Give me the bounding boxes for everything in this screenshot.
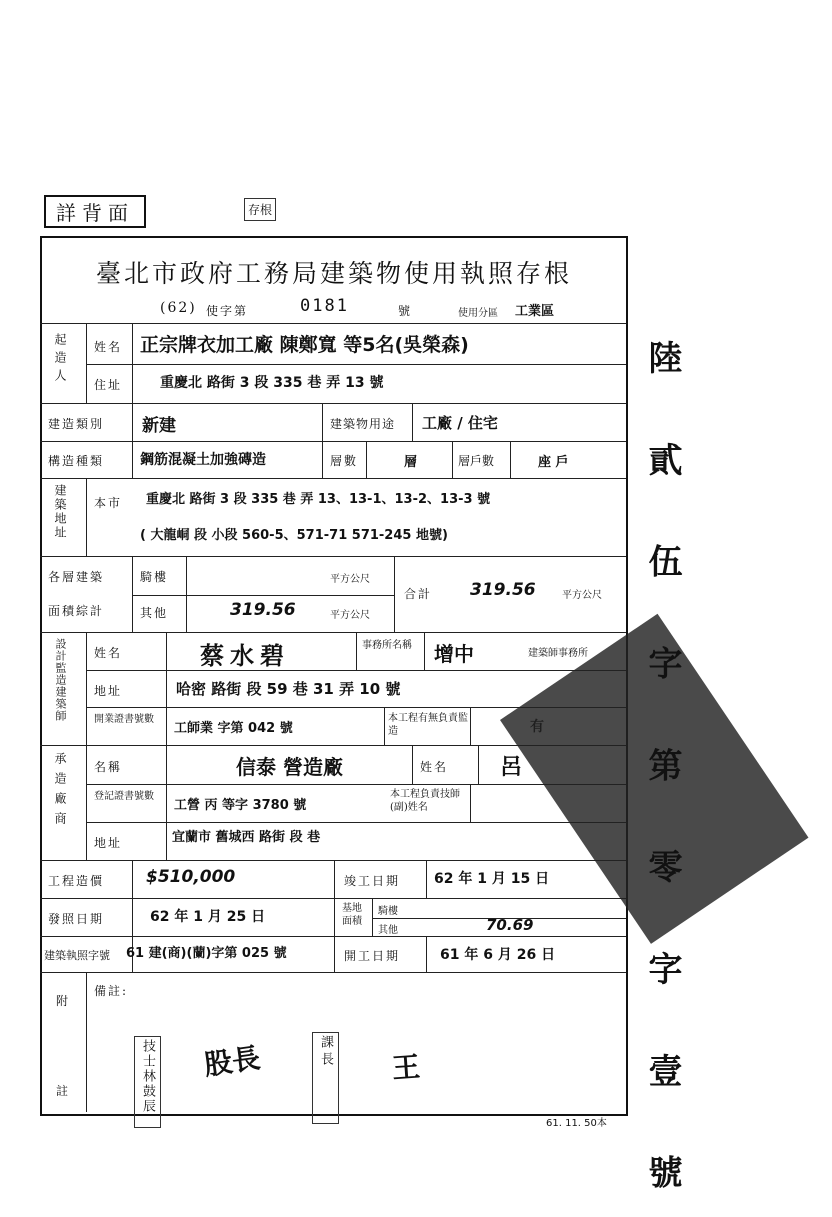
- area-other-value: 319.56: [230, 600, 296, 620]
- area-other-unit: 平方公尺: [330, 610, 370, 621]
- structure-type-label: 構造種類: [48, 454, 105, 468]
- permit-number-label: 建築執照字號: [44, 949, 110, 962]
- contractor-registration-label: 登記證書號數: [94, 791, 154, 802]
- architect-registration-label: 開業證書號數: [94, 714, 154, 725]
- floors-label: 層數: [330, 454, 359, 468]
- license-prefix: 使字第: [206, 304, 249, 318]
- reviewer-stamp: 技士林鼓辰: [134, 1036, 161, 1128]
- zone-value: 工業區: [515, 304, 555, 319]
- applicant-name-value: 正宗牌衣加工廠 陳鄭寬 等5名(吳榮森): [140, 334, 469, 356]
- building-address-group-label: 建築地址: [53, 484, 67, 540]
- building-category-label: 建造類別: [48, 417, 105, 431]
- contractor-person-label: 姓名: [420, 760, 449, 774]
- architect-office-label: 事務所名稱: [362, 640, 412, 651]
- applicant-name-label: 姓名: [94, 340, 123, 354]
- division-chief-stamp: 課長: [312, 1032, 339, 1124]
- contractor-address-label: 地址: [94, 836, 123, 850]
- contractor-registration-value: 工營 丙 等字 3780 號: [174, 798, 307, 813]
- cost-value: $510,000: [146, 867, 236, 887]
- notes-label-top: 附: [56, 994, 71, 1008]
- license-number: 0181: [300, 296, 349, 316]
- architect-office-suffix: 建築師事務所: [528, 648, 588, 659]
- building-use-label: 建築物用途: [330, 417, 396, 431]
- area-total-unit: 平方公尺: [562, 590, 602, 601]
- license-suffix: 號: [398, 304, 413, 318]
- permit-number-value: 61 建(商)(蘭)字第 025 號: [126, 946, 287, 961]
- completion-date-label: 竣工日期: [344, 874, 401, 888]
- area-arcade-label: 騎樓: [140, 570, 169, 584]
- area-label-line1: 各層建築: [48, 570, 105, 584]
- adjacent-page-text: 陸 貳 伍 字 第 零 字 壹 號: [642, 340, 682, 1217]
- architect-address-label: 地址: [94, 684, 123, 698]
- contractor-name-value: 信泰 營造廠: [236, 755, 343, 779]
- site-area-value: 70.69: [486, 916, 534, 934]
- architect-registration-value: 工師業 字第 042 號: [174, 721, 293, 736]
- area-label-line2: 面積綜計: [48, 604, 105, 618]
- form-title: 臺北市政府工務局建築物使用執照存根: [95, 259, 572, 288]
- back-side-tag: 詳背面: [44, 195, 146, 228]
- building-address-value: 重慶北 路街 3 段 335 巷 弄 13、13-1、13-2、13-3 號: [146, 492, 491, 507]
- architect-address-value: 哈密 路街 段 59 巷 31 弄 10 號: [176, 680, 401, 698]
- architect-office-value: 增中: [434, 642, 474, 666]
- applicant-group-label: 起造人: [53, 333, 67, 387]
- notes-label-bottom: 註: [56, 1084, 71, 1098]
- site-other-label: 其他: [378, 925, 398, 936]
- contractor-name-label: 名稱: [94, 760, 123, 774]
- applicant-address-label: 住址: [94, 378, 123, 392]
- contractor-person-value: 呂: [500, 755, 523, 780]
- form-frame: [40, 236, 628, 1116]
- site-area-label: 基地面積: [342, 903, 362, 927]
- units-label: 層戶數: [458, 454, 495, 468]
- applicant-address-value: 重慶北 路街 3 段 335 巷 弄 13 號: [160, 375, 384, 391]
- start-date-label: 開工日期: [344, 949, 401, 963]
- small-stamp: 存根: [244, 198, 276, 221]
- structure-type-value: 鋼筋混凝土加強磚造: [140, 452, 266, 468]
- architect-group-label: 設計監造建築師: [54, 638, 67, 722]
- architect-name-value: 蔡水碧: [200, 642, 290, 670]
- building-lot-value: ( 大龍峒 段 小段 560-5、571-71 571-245 地號): [140, 528, 448, 543]
- section-chief-signature: 股長: [202, 1041, 263, 1082]
- architect-name-label: 姓名: [94, 646, 123, 660]
- units-value: 座 戶: [538, 455, 569, 470]
- building-address-city: 本市: [94, 496, 123, 510]
- architect-supervisor-label: 本工程有無負責監造: [388, 713, 468, 737]
- completion-date-value: 62 年 1 月 15 日: [434, 871, 550, 887]
- area-total-value: 319.56: [470, 580, 536, 600]
- area-arcade-unit: 平方公尺: [330, 574, 370, 585]
- site-arcade-label: 騎樓: [378, 906, 398, 917]
- building-use-value: 工廠 / 住宅: [422, 414, 498, 432]
- building-category-value: 新建: [142, 416, 176, 436]
- issue-date-label: 發照日期: [48, 912, 105, 926]
- remarks-label: 備註:: [94, 984, 129, 998]
- contractor-address-value: 宜蘭市 舊城西 路街 段 巷: [172, 830, 321, 845]
- director-signature: 王: [390, 1050, 422, 1085]
- floors-value: 層: [404, 455, 418, 470]
- contractor-group-label: 承造廠商: [53, 752, 67, 832]
- start-date-value: 61 年 6 月 26 日: [440, 947, 556, 963]
- zone-label: 使用分區: [458, 308, 498, 319]
- cost-label: 工程造價: [48, 874, 105, 888]
- print-code: 61. 11. 50本: [546, 1118, 607, 1129]
- area-other-label: 其他: [140, 606, 169, 620]
- license-year: (62): [160, 300, 197, 316]
- area-total-label: 合計: [404, 587, 433, 601]
- contractor-technician-label: 本工程負責技師(副)姓名: [390, 789, 460, 813]
- issue-date-value: 62 年 1 月 25 日: [150, 909, 266, 925]
